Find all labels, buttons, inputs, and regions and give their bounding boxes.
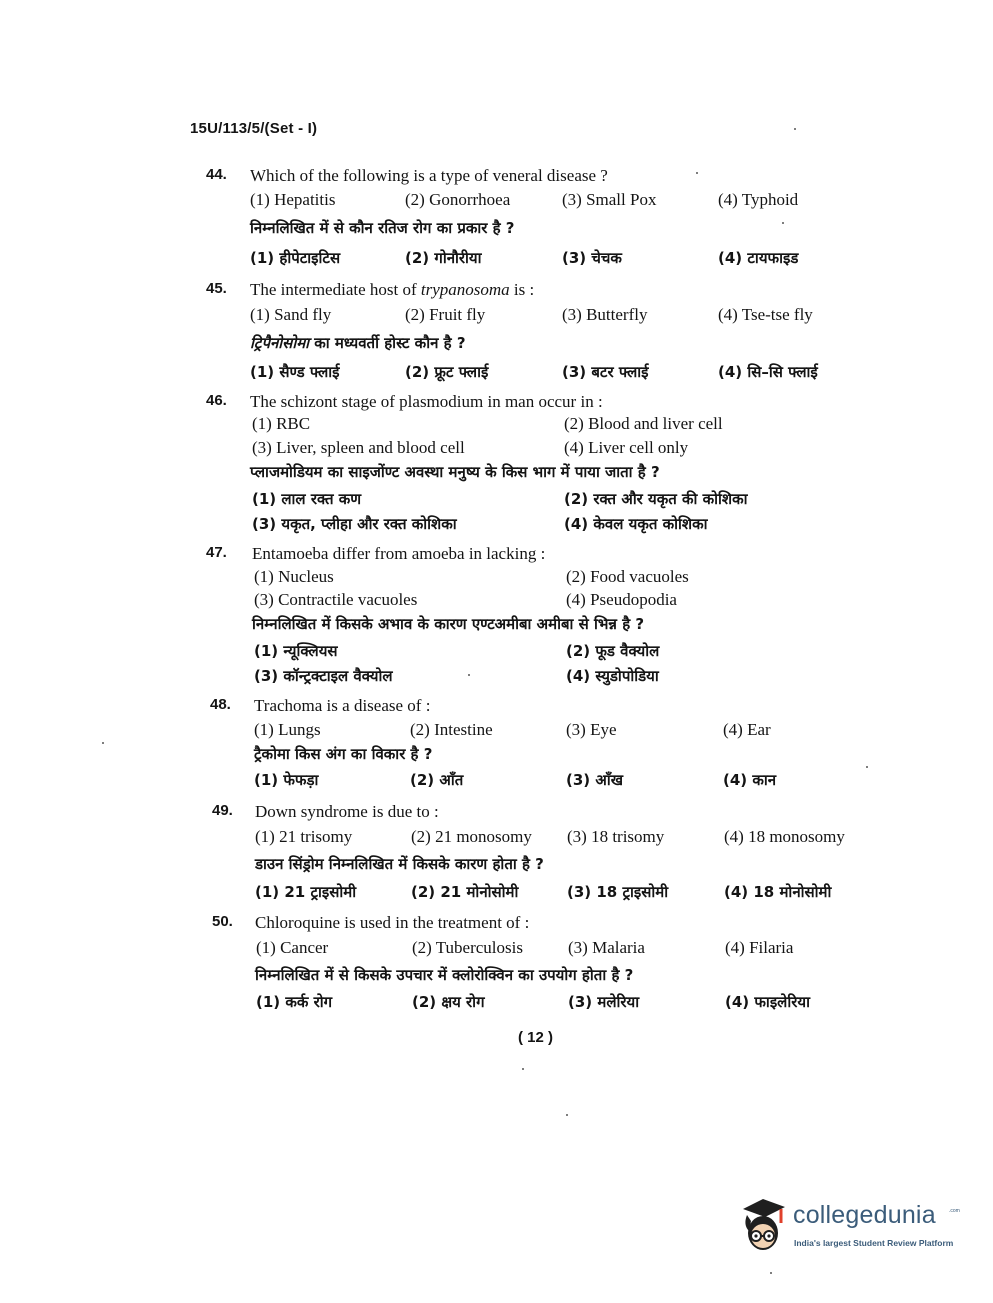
option-hindi: (3) यकृत, प्लीहा और रक्त कोशिका [252, 515, 457, 533]
option-hindi: (4) फाइलेरिया [725, 993, 810, 1011]
option-hindi: (2) रक्त और यकृत की कोशिका [564, 490, 748, 508]
option-english: (1) Nucleus [254, 567, 334, 586]
question-number: 48. [210, 696, 231, 713]
option-english: (1) Cancer [256, 938, 329, 957]
question-text-hindi: निम्नलिखित में से कौन रतिज रोग का प्रकार है ? [250, 219, 515, 237]
option-english: (1) Hepatitis [250, 190, 336, 209]
option-english: (3) Malaria [568, 938, 645, 957]
option-hindi: (1) 21 ट्राइसोमी [255, 883, 357, 901]
option-hindi: (3) कॉन्ट्रक्टाइल वैक्योल [254, 667, 393, 685]
question-text-english: The intermediate host of trypanosoma is : [250, 280, 535, 299]
option-english: (2) Food vacuoles [566, 567, 689, 586]
option-hindi: (4) कान [723, 771, 777, 789]
option-english: (2) Fruit fly [405, 305, 486, 324]
question-text-hindi: निम्नलिखित में किसके अभाव के कारण एण्टअमीबा अमीबा से भिन्न है ? [252, 615, 645, 633]
question-text-english: Which of the following is a type of veneral disease ? [250, 166, 608, 185]
option-english: (1) Sand fly [250, 305, 332, 324]
option-english: (4) Pseudopodia [566, 590, 677, 609]
brand-tagline: India's largest Student Review Platform [794, 1238, 954, 1248]
option-english: (3) 18 trisomy [567, 827, 665, 846]
question-text-hindi: ट्रैकोमा किस अंग का विकार है ? [254, 745, 433, 763]
page-number: ( 12 ) [518, 1029, 554, 1046]
question-number: 45. [206, 280, 227, 297]
scan-speck [468, 674, 470, 676]
question-text-hindi: डाउन सिंड्रोम निम्नलिखित में किसके कारण होता है ? [255, 855, 544, 873]
option-english: (4) Filaria [725, 938, 794, 957]
option-hindi: (4) सि–सि फ्लाई [718, 363, 818, 381]
option-english: (2) Blood and liver cell [564, 414, 723, 433]
question-text-hindi: ट्रिपैनोसोमा का मध्यवर्ती होस्ट कौन है ? [250, 334, 466, 352]
option-hindi: (1) लाल रक्त कण [252, 490, 362, 508]
question-number: 50. [212, 913, 233, 930]
question-text-hindi: निम्नलिखित में से किसके उपचार में क्लोरोक्विन का उपयोग होता है ? [255, 966, 634, 984]
option-hindi: (3) चेचक [562, 249, 622, 267]
option-english: (4) Liver cell only [564, 438, 689, 457]
option-hindi: (2) 21 मोनोसोमी [411, 883, 519, 901]
brand-name: collegedunia [793, 1201, 936, 1229]
scan-speck [866, 766, 868, 768]
question-number: 44. [206, 166, 227, 183]
option-hindi: (2) फूड वैक्योल [566, 642, 660, 660]
option-english: (1) 21 trisomy [255, 827, 353, 846]
option-hindi: (3) मलेरिया [568, 993, 640, 1011]
option-english: (4) Ear [723, 720, 771, 739]
scan-speck [782, 222, 784, 224]
option-english: (1) RBC [252, 414, 311, 433]
question-text-english: The schizont stage of plasmodium in man occur in : [250, 392, 603, 411]
option-english: (1) Lungs [254, 720, 321, 739]
option-english: (2) 21 monosomy [411, 827, 532, 846]
option-hindi: (1) कर्क रोग [256, 993, 333, 1011]
option-english: (4) 18 monosomy [724, 827, 845, 846]
option-english: (2) Tuberculosis [412, 938, 523, 957]
collegedunia-logo [737, 1195, 962, 1255]
scan-speck [102, 742, 104, 744]
option-hindi: (4) स्युडोपोडिया [566, 667, 659, 685]
option-hindi: (2) आँत [410, 771, 464, 789]
question-text-english: Entamoeba differ from amoeba in lacking : [252, 544, 546, 563]
option-english: (3) Small Pox [562, 190, 657, 209]
option-hindi: (3) 18 ट्राइसोमी [567, 883, 669, 901]
option-english: (2) Gonorrhoea [405, 190, 511, 209]
option-hindi: (1) न्यूक्लियस [254, 642, 338, 660]
option-english: (3) Contractile vacuoles [254, 590, 418, 609]
option-english: (4) Typhoid [718, 190, 799, 209]
paper-code: 15U/113/5/(Set - I) [190, 120, 318, 137]
option-english: (4) Tse-tse fly [718, 305, 813, 324]
scan-speck [696, 172, 698, 174]
option-hindi: (1) हीपेटाइटिस [250, 249, 341, 267]
option-hindi: (2) क्षय रोग [412, 993, 485, 1011]
scan-speck [566, 1114, 568, 1116]
option-hindi: (3) आँख [566, 771, 623, 789]
option-hindi: (2) फ्रूट फ्लाई [405, 363, 489, 381]
option-hindi: (4) टायफाइड [718, 249, 799, 267]
option-english: (2) Intestine [410, 720, 493, 739]
mascot-icon [737, 1195, 791, 1255]
question-text-english: Trachoma is a disease of : [254, 696, 431, 715]
scan-speck [522, 1068, 524, 1070]
option-hindi: (1) सैण्ड फ्लाई [250, 363, 340, 381]
question-text-hindi: प्लाजमोडियम का साइजोंण्ट अवस्था मनुष्य के किस भाग में पाया जाता है ? [250, 463, 660, 481]
question-text-english: Chloroquine is used in the treatment of : [255, 913, 530, 932]
option-hindi: (1) फेफड़ा [254, 771, 319, 789]
brand-domain: .com [949, 1208, 960, 1214]
option-english: (3) Eye [566, 720, 617, 739]
option-hindi: (3) बटर फ्लाई [562, 363, 649, 381]
question-text-english: Down syndrome is due to : [255, 802, 439, 821]
option-hindi: (4) 18 मोनोसोमी [724, 883, 832, 901]
option-hindi: (4) केवल यकृत कोशिका [564, 515, 708, 533]
option-english: (3) Liver, spleen and blood cell [252, 438, 465, 457]
option-hindi: (2) गोनौरीया [405, 249, 482, 267]
scan-speck [794, 128, 796, 130]
option-english: (3) Butterfly [562, 305, 648, 324]
scan-speck [770, 1272, 772, 1274]
question-number: 47. [206, 544, 227, 561]
question-number: 49. [212, 802, 233, 819]
question-number: 46. [206, 392, 227, 409]
